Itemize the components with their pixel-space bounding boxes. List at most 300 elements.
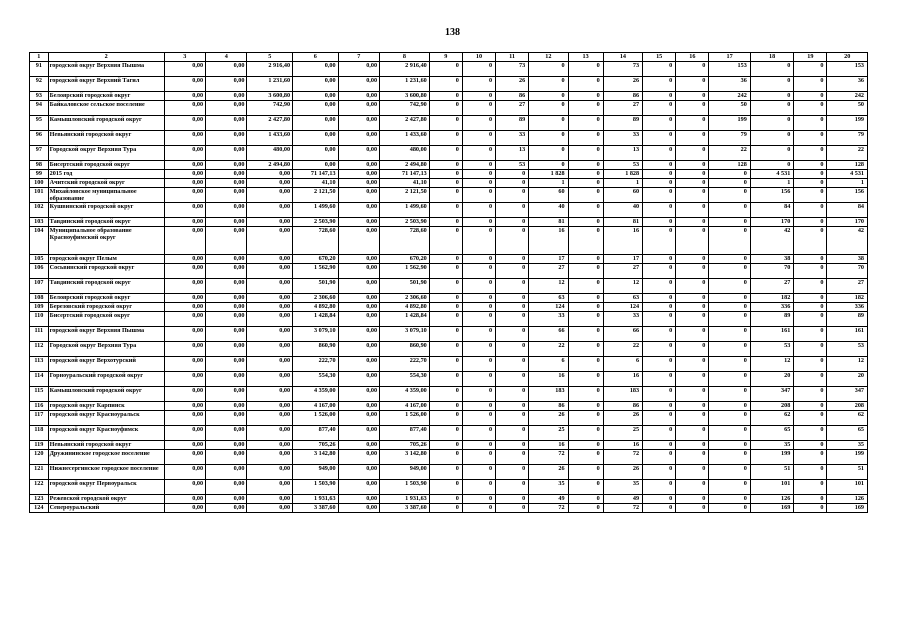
value-cell: 0	[750, 92, 794, 101]
value-cell: 0,00	[247, 465, 293, 480]
value-cell: 0	[794, 161, 827, 170]
value-cell: 3 079,10	[380, 327, 430, 342]
value-cell: 0	[676, 92, 709, 101]
value-cell: 0	[529, 101, 568, 116]
value-cell: 0	[643, 227, 676, 255]
value-cell: 3 142,80	[380, 450, 430, 465]
value-cell: 73	[496, 62, 529, 77]
row-number-cell: 106	[30, 264, 49, 279]
value-cell: 0,00	[164, 101, 205, 116]
municipality-cell: Сосьвинский городской округ	[48, 264, 164, 279]
value-cell: 16	[603, 441, 642, 450]
table-row	[30, 426, 868, 441]
value-cell: 0	[568, 146, 603, 161]
value-cell: 0	[643, 342, 676, 357]
value-cell: 0	[709, 387, 750, 402]
value-cell: 0,00	[206, 227, 247, 255]
value-cell: 0	[496, 303, 529, 312]
value-cell: 35	[603, 480, 642, 495]
value-cell: 0	[568, 465, 603, 480]
value-cell: 26	[603, 77, 642, 92]
value-cell: 0	[676, 441, 709, 450]
value-cell: 0	[676, 402, 709, 411]
value-cell: 554,30	[380, 372, 430, 387]
value-cell: 0	[794, 294, 827, 303]
row-number-cell: 114	[30, 372, 49, 387]
value-cell: 0,00	[206, 426, 247, 441]
value-cell: 49	[603, 495, 642, 504]
value-cell: 0	[643, 327, 676, 342]
value-cell: 0	[496, 441, 529, 450]
value-cell: 42	[827, 227, 868, 255]
value-cell: 336	[827, 303, 868, 312]
value-cell: 0	[676, 387, 709, 402]
value-cell: 0,00	[164, 179, 205, 188]
value-cell: 0,00	[338, 255, 379, 264]
value-cell: 72	[603, 504, 642, 513]
value-cell: 0,00	[338, 357, 379, 372]
value-cell: 0	[794, 227, 827, 255]
value-cell: 0,00	[164, 504, 205, 513]
value-cell: 0,00	[206, 146, 247, 161]
value-cell: 0	[429, 294, 462, 303]
value-cell: 0,00	[164, 372, 205, 387]
value-cell: 0,00	[206, 450, 247, 465]
value-cell: 42	[750, 227, 794, 255]
row-number-cell: 100	[30, 179, 49, 188]
municipality-cell: Камышловский городской округ	[48, 116, 164, 131]
value-cell: 0,00	[206, 92, 247, 101]
value-cell: 27	[603, 101, 642, 116]
value-cell: 0	[676, 426, 709, 441]
value-cell: 0	[676, 77, 709, 92]
value-cell: 0,00	[247, 387, 293, 402]
municipality-cell: 2015 год	[48, 170, 164, 179]
value-cell: 0	[794, 255, 827, 264]
column-header: 20	[827, 53, 868, 62]
value-cell: 70	[827, 264, 868, 279]
value-cell: 0,00	[164, 77, 205, 92]
value-cell: 0	[709, 480, 750, 495]
row-number-cell: 105	[30, 255, 49, 264]
value-cell: 2 121,50	[380, 188, 430, 203]
value-cell: 0	[462, 327, 495, 342]
row-number-cell: 108	[30, 294, 49, 303]
value-cell: 0	[676, 218, 709, 227]
value-cell: 0	[794, 279, 827, 294]
value-cell: 0	[462, 402, 495, 411]
value-cell: 705,26	[380, 441, 430, 450]
value-cell: 156	[750, 188, 794, 203]
value-cell: 0	[568, 170, 603, 179]
value-cell: 0	[794, 77, 827, 92]
table-row	[30, 372, 868, 387]
value-cell: 0,00	[338, 441, 379, 450]
value-cell: 0	[568, 327, 603, 342]
value-cell: 0,00	[206, 264, 247, 279]
table-row	[30, 495, 868, 504]
value-cell: 0	[568, 161, 603, 170]
value-cell: 0	[709, 441, 750, 450]
value-cell: 0	[794, 495, 827, 504]
value-cell: 0	[568, 279, 603, 294]
table-row	[30, 450, 868, 465]
value-cell: 16	[529, 372, 568, 387]
value-cell: 0,00	[164, 411, 205, 426]
value-cell: 3 387,60	[380, 504, 430, 513]
value-cell: 20	[827, 372, 868, 387]
value-cell: 0	[529, 77, 568, 92]
value-cell: 480,00	[380, 146, 430, 161]
value-cell: 13	[603, 146, 642, 161]
value-cell: 4 167,00	[293, 402, 339, 411]
value-cell: 0,00	[206, 387, 247, 402]
value-cell: 33	[529, 312, 568, 327]
row-number-cell: 96	[30, 131, 49, 146]
value-cell: 1 526,00	[293, 411, 339, 426]
municipality-cell: Бисертский городской округ	[48, 312, 164, 327]
value-cell: 0	[709, 357, 750, 372]
value-cell: 199	[827, 450, 868, 465]
value-cell: 0	[750, 77, 794, 92]
value-cell: 949,00	[293, 465, 339, 480]
value-cell: 70	[750, 264, 794, 279]
value-cell: 0,00	[206, 255, 247, 264]
value-cell: 0	[429, 357, 462, 372]
value-cell: 12	[827, 357, 868, 372]
column-header: 17	[709, 53, 750, 62]
value-cell: 1 433,60	[247, 131, 293, 146]
value-cell: 0	[794, 264, 827, 279]
table-row	[30, 303, 868, 312]
value-cell: 0,00	[164, 170, 205, 179]
value-cell: 0,00	[206, 161, 247, 170]
value-cell: 0	[676, 372, 709, 387]
value-cell: 0	[429, 146, 462, 161]
value-cell: 50	[827, 101, 868, 116]
value-cell: 0	[429, 170, 462, 179]
value-cell: 0,00	[338, 504, 379, 513]
value-cell: 0	[676, 450, 709, 465]
value-cell: 0,00	[293, 101, 339, 116]
value-cell: 1 503,90	[380, 480, 430, 495]
value-cell: 12	[750, 357, 794, 372]
row-number-cell: 102	[30, 203, 49, 218]
value-cell: 41,10	[380, 179, 430, 188]
value-cell: 0,00	[338, 264, 379, 279]
value-cell: 182	[827, 294, 868, 303]
municipality-cell: Березовский городской округ	[48, 303, 164, 312]
value-cell: 0	[676, 131, 709, 146]
value-cell: 0	[750, 116, 794, 131]
value-cell: 26	[603, 465, 642, 480]
value-cell: 0	[676, 146, 709, 161]
value-cell: 0	[709, 179, 750, 188]
value-cell: 0	[429, 504, 462, 513]
value-cell: 1 433,60	[380, 131, 430, 146]
value-cell: 0,00	[293, 146, 339, 161]
value-cell: 25	[603, 426, 642, 441]
value-cell: 0	[794, 450, 827, 465]
value-cell: 0	[496, 188, 529, 203]
value-cell: 0	[496, 402, 529, 411]
value-cell: 0	[643, 116, 676, 131]
value-cell: 0	[643, 402, 676, 411]
value-cell: 0	[750, 131, 794, 146]
municipality-cell: городской округ Верхняя Пышма	[48, 62, 164, 77]
value-cell: 2 121,50	[293, 188, 339, 203]
value-cell: 0	[568, 62, 603, 77]
municipality-cell: Камышловский городской округ	[48, 387, 164, 402]
value-cell: 0	[462, 116, 495, 131]
value-cell: 0,00	[247, 279, 293, 294]
value-cell: 0,00	[206, 441, 247, 450]
value-cell: 0	[643, 179, 676, 188]
value-cell: 0	[462, 480, 495, 495]
value-cell: 0	[529, 161, 568, 170]
municipality-cell: Муниципальное образование Красноуфимский округ	[48, 227, 164, 255]
value-cell: 0	[568, 387, 603, 402]
value-cell: 0	[496, 255, 529, 264]
value-cell: 0,00	[206, 279, 247, 294]
value-cell: 3 600,80	[380, 92, 430, 101]
value-cell: 0	[676, 495, 709, 504]
value-cell: 0,00	[338, 480, 379, 495]
value-cell: 6	[603, 357, 642, 372]
value-cell: 1 828	[529, 170, 568, 179]
value-cell: 153	[709, 62, 750, 77]
value-cell: 0	[643, 92, 676, 101]
value-cell: 0	[794, 179, 827, 188]
value-cell: 0	[643, 312, 676, 327]
value-cell: 1 428,84	[293, 312, 339, 327]
value-cell: 0	[462, 294, 495, 303]
value-cell: 86	[496, 92, 529, 101]
value-cell: 0,00	[206, 411, 247, 426]
value-cell: 0	[709, 188, 750, 203]
value-cell: 0	[529, 131, 568, 146]
table-row	[30, 146, 868, 161]
value-cell: 0	[568, 426, 603, 441]
table-row	[30, 255, 868, 264]
value-cell: 0,00	[164, 255, 205, 264]
value-cell: 0	[794, 465, 827, 480]
row-number-cell: 116	[30, 402, 49, 411]
value-cell: 0	[462, 146, 495, 161]
value-cell: 72	[529, 504, 568, 513]
value-cell: 0,00	[247, 372, 293, 387]
value-cell: 0	[643, 294, 676, 303]
value-cell: 742,90	[247, 101, 293, 116]
value-cell: 51	[827, 465, 868, 480]
value-cell: 0	[794, 504, 827, 513]
value-cell: 0	[568, 504, 603, 513]
value-cell: 0	[750, 146, 794, 161]
value-cell: 0	[709, 327, 750, 342]
value-cell: 0	[429, 279, 462, 294]
value-cell: 4 359,00	[293, 387, 339, 402]
value-cell: 0	[794, 402, 827, 411]
value-cell: 72	[529, 450, 568, 465]
value-cell: 0,00	[206, 402, 247, 411]
value-cell: 170	[750, 218, 794, 227]
value-cell: 728,60	[293, 227, 339, 255]
value-cell: 0	[709, 504, 750, 513]
value-cell: 0	[429, 303, 462, 312]
value-cell: 0	[794, 92, 827, 101]
value-cell: 0	[529, 116, 568, 131]
value-cell: 183	[529, 387, 568, 402]
value-cell: 0	[643, 264, 676, 279]
value-cell: 0	[496, 294, 529, 303]
municipality-cell: Городской округ Верхняя Тура	[48, 146, 164, 161]
value-cell: 0	[462, 441, 495, 450]
municipality-cell: Невьянский городской округ	[48, 441, 164, 450]
table-row	[30, 387, 868, 402]
row-number-cell: 101	[30, 188, 49, 203]
value-cell: 0,00	[206, 218, 247, 227]
value-cell: 0	[496, 342, 529, 357]
value-cell: 53	[750, 342, 794, 357]
column-header: 9	[429, 53, 462, 62]
value-cell: 0	[794, 411, 827, 426]
value-cell: 0	[676, 465, 709, 480]
value-cell: 81	[529, 218, 568, 227]
value-cell: 0	[676, 303, 709, 312]
value-cell: 0	[794, 312, 827, 327]
value-cell: 0,00	[206, 62, 247, 77]
value-cell: 63	[603, 294, 642, 303]
value-cell: 22	[709, 146, 750, 161]
value-cell: 169	[750, 504, 794, 513]
value-cell: 0,00	[338, 170, 379, 179]
value-cell: 0	[676, 62, 709, 77]
value-cell: 0	[568, 77, 603, 92]
value-cell: 128	[827, 161, 868, 170]
value-cell: 0,00	[338, 411, 379, 426]
value-cell: 0,00	[164, 227, 205, 255]
row-number-cell: 98	[30, 161, 49, 170]
value-cell: 3 142,80	[293, 450, 339, 465]
value-cell: 22	[603, 342, 642, 357]
table-row	[30, 312, 868, 327]
value-cell: 0	[794, 131, 827, 146]
municipality-cell: Байкаловское сельское поселение	[48, 101, 164, 116]
value-cell: 0,00	[206, 312, 247, 327]
value-cell: 81	[603, 218, 642, 227]
value-cell: 0,00	[247, 357, 293, 372]
value-cell: 0,00	[164, 327, 205, 342]
value-cell: 0	[568, 188, 603, 203]
column-header: 8	[380, 53, 430, 62]
value-cell: 60	[603, 188, 642, 203]
table-row	[30, 131, 868, 146]
value-cell: 0,00	[164, 116, 205, 131]
municipality-cell: городской округ Красноуфимск	[48, 426, 164, 441]
value-cell: 182	[750, 294, 794, 303]
value-cell: 13	[496, 146, 529, 161]
value-cell: 0	[429, 227, 462, 255]
value-cell: 0	[750, 62, 794, 77]
row-number-cell: 99	[30, 170, 49, 179]
value-cell: 0,00	[206, 327, 247, 342]
value-cell: 0	[568, 92, 603, 101]
table-header-row	[30, 53, 868, 62]
value-cell: 65	[827, 426, 868, 441]
value-cell: 0,00	[247, 411, 293, 426]
value-cell: 73	[603, 62, 642, 77]
row-number-cell: 107	[30, 279, 49, 294]
value-cell: 0	[429, 402, 462, 411]
value-cell: 0,00	[293, 131, 339, 146]
value-cell: 0	[750, 161, 794, 170]
value-cell: 153	[827, 62, 868, 77]
value-cell: 208	[750, 402, 794, 411]
value-cell: 0	[429, 62, 462, 77]
value-cell: 0,00	[338, 387, 379, 402]
value-cell: 22	[827, 146, 868, 161]
value-cell: 0	[643, 303, 676, 312]
value-cell: 0,00	[206, 116, 247, 131]
value-cell: 0	[568, 227, 603, 255]
value-cell: 41,10	[293, 179, 339, 188]
value-cell: 0	[429, 372, 462, 387]
value-cell: 0,00	[247, 441, 293, 450]
value-cell: 554,30	[293, 372, 339, 387]
value-cell: 20	[750, 372, 794, 387]
value-cell: 27	[750, 279, 794, 294]
value-cell: 3 600,80	[247, 92, 293, 101]
value-cell: 0	[429, 411, 462, 426]
value-cell: 0,00	[293, 77, 339, 92]
value-cell: 124	[603, 303, 642, 312]
value-cell: 0	[429, 264, 462, 279]
value-cell: 0	[643, 441, 676, 450]
value-cell: 0	[568, 255, 603, 264]
value-cell: 860,90	[293, 342, 339, 357]
column-header: 7	[338, 53, 379, 62]
value-cell: 0	[568, 495, 603, 504]
value-cell: 0,00	[206, 188, 247, 203]
value-cell: 0	[643, 357, 676, 372]
municipality-cell: Городской округ Верхняя Тура	[48, 342, 164, 357]
value-cell: 1 231,60	[247, 77, 293, 92]
value-cell: 0,00	[164, 62, 205, 77]
value-cell: 0,00	[164, 303, 205, 312]
value-cell: 1 231,60	[380, 77, 430, 92]
column-header: 15	[643, 53, 676, 62]
value-cell: 0	[794, 480, 827, 495]
value-cell: 0	[794, 146, 827, 161]
municipality-cell: Североуральский	[48, 504, 164, 513]
value-cell: 0,00	[206, 179, 247, 188]
value-cell: 128	[709, 161, 750, 170]
value-cell: 0	[568, 411, 603, 426]
value-cell: 0	[643, 131, 676, 146]
value-cell: 0	[794, 188, 827, 203]
value-cell: 0	[429, 450, 462, 465]
value-cell: 101	[827, 480, 868, 495]
value-cell: 0	[709, 402, 750, 411]
value-cell: 0,00	[247, 218, 293, 227]
value-cell: 0,00	[338, 203, 379, 218]
table-row	[30, 188, 868, 203]
value-cell: 0	[568, 312, 603, 327]
value-cell: 101	[750, 480, 794, 495]
value-cell: 0	[496, 426, 529, 441]
table-row	[30, 77, 868, 92]
value-cell: 0,00	[206, 480, 247, 495]
